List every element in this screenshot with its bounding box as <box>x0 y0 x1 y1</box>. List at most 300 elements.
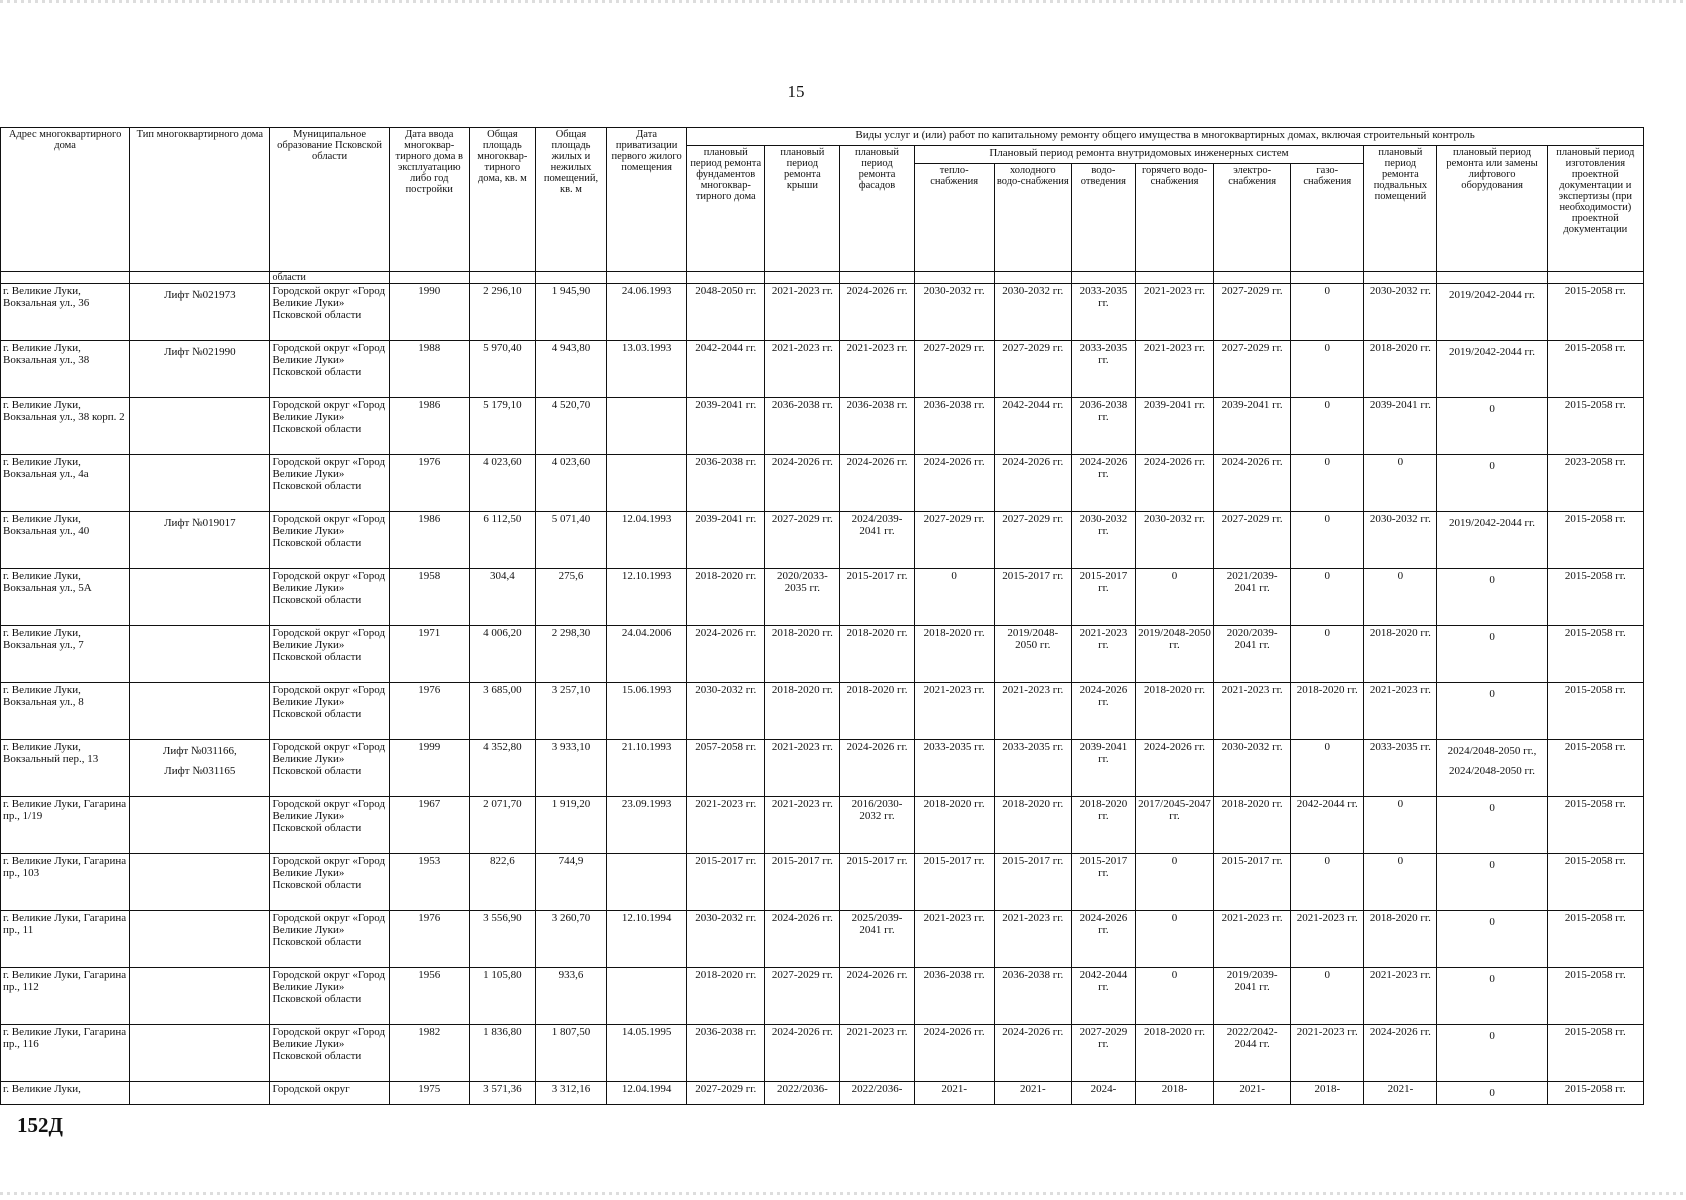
cell-gas: 0 <box>1291 455 1364 512</box>
cell-hot-water: 0 <box>1135 854 1213 911</box>
page-number: 15 <box>787 82 805 101</box>
cell-hot-water: 0 <box>1135 968 1213 1025</box>
cell-year: 1986 <box>389 512 469 569</box>
cell-privatization <box>607 968 687 1025</box>
cell-gas: 0 <box>1291 341 1364 398</box>
cell-roof: 2036-2038 гг. <box>765 398 840 455</box>
cell-facade: 2024-2026 гг. <box>840 455 914 512</box>
cell-municipality: Городской округ «Город Великие Луки» Псковской области <box>270 1025 389 1082</box>
cell-hot-water: 2018-2020 гг. <box>1135 683 1213 740</box>
elevator-period: 2024/2048-2050 гг., <box>1447 745 1537 757</box>
cell-cold-water: 2015-2017 гг. <box>994 854 1071 911</box>
cell-lift <box>130 911 270 968</box>
header-gas: газо-снабжения <box>1291 164 1364 272</box>
cell-address: г. Великие Луки, <box>1 1082 130 1105</box>
cell-hot-water: 2021-2023 гг. <box>1135 341 1213 398</box>
cell-basement: 2018-2020 гг. <box>1364 911 1437 968</box>
cell-foundation: 2018-2020 гг. <box>687 968 765 1025</box>
cell-lift <box>130 1082 270 1105</box>
cell-facade: 2018-2020 гг. <box>840 626 914 683</box>
lift-number: Лифт №021990 <box>164 346 236 358</box>
cell-year: 1982 <box>389 1025 469 1082</box>
cell-living-area: 4 520,70 <box>535 398 606 455</box>
cell-basement: 2039-2041 гг. <box>1364 398 1437 455</box>
cell-roof: 2021-2023 гг. <box>765 284 840 341</box>
cell-cold-water: 2021-2023 гг. <box>994 683 1071 740</box>
cell-address: г. Великие Луки, Вокзальная ул., 40 <box>1 512 130 569</box>
elevator-period: 0 <box>1489 1087 1495 1099</box>
cell-gas: 2018-2020 гг. <box>1291 683 1364 740</box>
cell-roof: 2021-2023 гг. <box>765 740 840 797</box>
cell-address: г. Великие Луки, Гагарина пр., 1/19 <box>1 797 130 854</box>
cell-sewer: 2030-2032 гг. <box>1071 512 1135 569</box>
cell-basement: 2021-2023 гг. <box>1364 683 1437 740</box>
elevator-period: 0 <box>1489 574 1495 586</box>
cell-basement: 2021-2023 гг. <box>1364 968 1437 1025</box>
cell-lift <box>130 626 270 683</box>
cell-elevator <box>1437 626 1547 683</box>
cell-address: г. Великие Луки, Вокзальная ул., 4а <box>1 455 130 512</box>
cell-living-area: 4 943,80 <box>535 341 606 398</box>
cell-sewer: 2042-2044 гг. <box>1071 968 1135 1025</box>
cell-roof: 2027-2029 гг. <box>765 968 840 1025</box>
elevator-period: 2019/2042-2044 гг. <box>1449 517 1536 529</box>
cell-electric: 2030-2032 гг. <box>1214 740 1291 797</box>
continuation-row <box>1 272 1644 284</box>
cell-elevator <box>1437 968 1547 1025</box>
cell-elevator <box>1437 854 1547 911</box>
cell-living-area: 2 298,30 <box>535 626 606 683</box>
elevator-period: 0 <box>1489 802 1495 814</box>
cell-gas: 0 <box>1291 626 1364 683</box>
cell-sewer: 2015-2017 гг. <box>1071 854 1135 911</box>
cell-total-area: 3 556,90 <box>469 911 535 968</box>
cell-privatization <box>607 398 687 455</box>
cell-foundation: 2039-2041 гг. <box>687 512 765 569</box>
cell-year: 1999 <box>389 740 469 797</box>
elevator-period: 0 <box>1489 403 1495 415</box>
cell-gas: 0 <box>1291 854 1364 911</box>
header-total-area: Общая площадь многоквар-тирного дома, кв. м <box>469 128 535 272</box>
cell-cold-water: 2019/2048-2050 гг. <box>994 626 1071 683</box>
table-row <box>1 398 1644 455</box>
cell-privatization <box>607 854 687 911</box>
cell-heat: 2018-2020 гг. <box>914 797 994 854</box>
cell-hot-water: 2019/2048-2050 гг. <box>1135 626 1213 683</box>
cell-gas: 0 <box>1291 398 1364 455</box>
cell-living-area: 3 257,10 <box>535 683 606 740</box>
cell-roof: 2022/2036- <box>765 1082 840 1105</box>
cell-gas: 0 <box>1291 968 1364 1025</box>
cell-privatization: 15.06.1993 <box>607 683 687 740</box>
table-row <box>1 512 1644 569</box>
cell-basement: 0 <box>1364 569 1437 626</box>
cell-hot-water: 2039-2041 гг. <box>1135 398 1213 455</box>
elevator-period: 2024/2048-2050 гг. <box>1449 765 1536 777</box>
cell-year: 1971 <box>389 626 469 683</box>
cell-elevator <box>1437 341 1547 398</box>
cell-basement: 2018-2020 гг. <box>1364 341 1437 398</box>
cell-electric: 2021-2023 гг. <box>1214 683 1291 740</box>
cell-address: г. Великие Луки, Вокзальная ул., 7 <box>1 626 130 683</box>
cell-municipality: Городской округ «Город Великие Луки» Псковской области <box>270 341 389 398</box>
header-foundation: плановый период ремонта фундаментов многоквар-тирного дома <box>687 146 765 272</box>
cell-municipality: Городской округ «Город Великие Луки» Псковской области <box>270 740 389 797</box>
cell-living-area: 275,6 <box>535 569 606 626</box>
cell-heat: 2021- <box>914 1082 994 1105</box>
cell-privatization <box>607 455 687 512</box>
cell-address: г. Великие Луки, Вокзальная ул., 38 <box>1 341 130 398</box>
cell-facade: 2024/2039-2041 гг. <box>840 512 914 569</box>
cell-basement: 2018-2020 гг. <box>1364 626 1437 683</box>
cell-basement: 2030-2032 гг. <box>1364 284 1437 341</box>
header-works-group: Виды услуг и (или) работ по капитальному ремонту общего имущества в многоквартирных домах, включая строительный контроль <box>687 128 1644 146</box>
header-heat: тепло-снабжения <box>914 164 994 272</box>
cell-heat: 2024-2026 гг. <box>914 1025 994 1082</box>
header-systems-group: Плановый период ремонта внутридомовых инженерных систем <box>914 146 1364 164</box>
cell-total-area: 6 112,50 <box>469 512 535 569</box>
cell-roof: 2015-2017 гг. <box>765 854 840 911</box>
cell-hot-water: 0 <box>1135 569 1213 626</box>
cell-year: 1976 <box>389 455 469 512</box>
cell-foundation: 2036-2038 гг. <box>687 1025 765 1082</box>
cell-foundation: 2048-2050 гг. <box>687 284 765 341</box>
cell-municipality: Городской округ «Город Великие Луки» Псковской области <box>270 683 389 740</box>
table-row <box>1 854 1644 911</box>
cell-year: 1956 <box>389 968 469 1025</box>
cell-privatization: 12.04.1993 <box>607 512 687 569</box>
cell-sewer: 2015-2017 гг. <box>1071 569 1135 626</box>
header-privatization-date: Дата приватизации первого жилого помещения <box>607 128 687 272</box>
cell-hot-water: 2024-2026 гг. <box>1135 740 1213 797</box>
cell-design-docs: 2015-2058 гг. <box>1547 1025 1643 1082</box>
cell-roof: 2018-2020 гг. <box>765 626 840 683</box>
cell-address: г. Великие Луки, Гагарина пр., 116 <box>1 1025 130 1082</box>
header-cold-water: холодного водо-снабжения <box>994 164 1071 272</box>
cell-heat: 2018-2020 гг. <box>914 626 994 683</box>
header-electric: электро-снабжения <box>1214 164 1291 272</box>
cell-gas: 0 <box>1291 740 1364 797</box>
cell-lift <box>130 797 270 854</box>
cell-municipality: Городской округ «Город Великие Луки» Псковской области <box>270 911 389 968</box>
cell-heat: 2015-2017 гг. <box>914 854 994 911</box>
cell-heat: 2024-2026 гг. <box>914 455 994 512</box>
cell-design-docs: 2015-2058 гг. <box>1547 740 1643 797</box>
cell-cold-water: 2021-2023 гг. <box>994 911 1071 968</box>
cell-lift <box>130 341 270 398</box>
cell-foundation: 2021-2023 гг. <box>687 797 765 854</box>
continuation-text: области <box>270 272 389 284</box>
header-living-area: Общая площадь жилых и нежилых помещений, кв. м <box>535 128 606 272</box>
cell-lift <box>130 455 270 512</box>
cell-address: г. Великие Луки, Вокзальная ул., 38 корп. 2 <box>1 398 130 455</box>
cell-total-area: 822,6 <box>469 854 535 911</box>
cell-facade: 2021-2023 гг. <box>840 341 914 398</box>
cell-year: 1988 <box>389 341 469 398</box>
cell-gas: 0 <box>1291 512 1364 569</box>
cell-hot-water: 0 <box>1135 911 1213 968</box>
cell-address: г. Великие Луки, Гагарина пр., 103 <box>1 854 130 911</box>
cell-privatization: 12.10.1994 <box>607 911 687 968</box>
cell-facade: 2024-2026 гг. <box>840 284 914 341</box>
cell-privatization: 13.03.1993 <box>607 341 687 398</box>
cell-municipality: Городской округ «Город Великие Луки» Псковской области <box>270 626 389 683</box>
cell-elevator <box>1437 398 1547 455</box>
cell-cold-water: 2033-2035 гг. <box>994 740 1071 797</box>
cell-foundation: 2036-2038 гг. <box>687 455 765 512</box>
elevator-period: 0 <box>1489 688 1495 700</box>
table-row <box>1 341 1644 398</box>
cell-hot-water: 2021-2023 гг. <box>1135 284 1213 341</box>
cell-foundation: 2024-2026 гг. <box>687 626 765 683</box>
table-row <box>1 1025 1644 1082</box>
cell-roof: 2021-2023 гг. <box>765 797 840 854</box>
lift-number: Лифт №031166, <box>162 745 237 757</box>
cell-design-docs: 2015-2058 гг. <box>1547 569 1643 626</box>
cell-total-area: 4 006,20 <box>469 626 535 683</box>
cell-basement: 2033-2035 гг. <box>1364 740 1437 797</box>
cell-facade: 2025/2039-2041 гг. <box>840 911 914 968</box>
cell-electric: 2027-2029 гг. <box>1214 284 1291 341</box>
cell-roof: 2024-2026 гг. <box>765 911 840 968</box>
cell-cold-water: 2027-2029 гг. <box>994 512 1071 569</box>
cell-elevator <box>1437 740 1547 797</box>
cell-foundation: 2015-2017 гг. <box>687 854 765 911</box>
cell-foundation: 2057-2058 гг. <box>687 740 765 797</box>
cell-design-docs: 2015-2058 гг. <box>1547 284 1643 341</box>
cell-cold-water: 2036-2038 гг. <box>994 968 1071 1025</box>
cell-elevator <box>1437 512 1547 569</box>
cell-year: 1986 <box>389 398 469 455</box>
cell-lift <box>130 398 270 455</box>
cell-cold-water: 2030-2032 гг. <box>994 284 1071 341</box>
cell-total-area: 2 071,70 <box>469 797 535 854</box>
cell-year: 1990 <box>389 284 469 341</box>
cell-elevator <box>1437 797 1547 854</box>
cell-sewer: 2033-2035 гг. <box>1071 341 1135 398</box>
cell-sewer: 2024-2026 гг. <box>1071 911 1135 968</box>
cell-facade: 2024-2026 гг. <box>840 740 914 797</box>
cell-privatization: 12.04.1994 <box>607 1082 687 1105</box>
cell-gas: 2021-2023 гг. <box>1291 911 1364 968</box>
cell-design-docs: 2015-2058 гг. <box>1547 968 1643 1025</box>
header-basement: плановый период ремонта подвальных помещений <box>1364 146 1437 272</box>
cell-total-area: 3 685,00 <box>469 683 535 740</box>
cell-sewer: 2021-2023 гг. <box>1071 626 1135 683</box>
cell-design-docs: 2015-2058 гг. <box>1547 341 1643 398</box>
cell-municipality: Городской округ «Город Великие Луки» Псковской области <box>270 284 389 341</box>
cell-roof: 2024-2026 гг. <box>765 455 840 512</box>
cell-design-docs: 2023-2058 гг. <box>1547 455 1643 512</box>
elevator-period: 0 <box>1489 973 1495 985</box>
cell-total-area: 304,4 <box>469 569 535 626</box>
cell-sewer: 2018-2020 гг. <box>1071 797 1135 854</box>
cell-cold-water: 2024-2026 гг. <box>994 455 1071 512</box>
cell-roof: 2024-2026 гг. <box>765 1025 840 1082</box>
cell-design-docs: 2015-2058 гг. <box>1547 512 1643 569</box>
cell-address: г. Великие Луки, Вокзальная ул., 8 <box>1 683 130 740</box>
cell-lift <box>130 683 270 740</box>
cell-elevator <box>1437 683 1547 740</box>
cell-facade: 2022/2036- <box>840 1082 914 1105</box>
cell-elevator <box>1437 284 1547 341</box>
cell-lift <box>130 740 270 797</box>
cell-design-docs: 2015-2058 гг. <box>1547 854 1643 911</box>
table-row <box>1 455 1644 512</box>
cell-facade: 2036-2038 гг. <box>840 398 914 455</box>
cell-total-area: 5 970,40 <box>469 341 535 398</box>
cell-total-area: 3 571,36 <box>469 1082 535 1105</box>
cell-roof: 2021-2023 гг. <box>765 341 840 398</box>
cell-hot-water: 2017/2045-2047 гг. <box>1135 797 1213 854</box>
cell-address: г. Великие Луки, Гагарина пр., 11 <box>1 911 130 968</box>
cell-facade: 2015-2017 гг. <box>840 569 914 626</box>
elevator-period: 0 <box>1489 916 1495 928</box>
cell-total-area: 5 179,10 <box>469 398 535 455</box>
cell-living-area: 933,6 <box>535 968 606 1025</box>
cell-living-area: 744,9 <box>535 854 606 911</box>
header-sewer: водо-отведения <box>1071 164 1135 272</box>
cell-basement: 2030-2032 гг. <box>1364 512 1437 569</box>
cell-sewer: 2039-2041 гг. <box>1071 740 1135 797</box>
cell-elevator <box>1437 1025 1547 1082</box>
cell-year: 1958 <box>389 569 469 626</box>
cell-address: г. Великие Луки, Вокзальный пер., 13 <box>1 740 130 797</box>
header-commission-date: Дата ввода многоквар-тирного дома в эксплуатацию либо год постройки <box>389 128 469 272</box>
cell-cold-water: 2018-2020 гг. <box>994 797 1071 854</box>
cell-sewer: 2024-2026 гг. <box>1071 455 1135 512</box>
cell-heat: 2021-2023 гг. <box>914 683 994 740</box>
cell-living-area: 3 260,70 <box>535 911 606 968</box>
scan-edge-bottom <box>0 1192 1686 1195</box>
cell-elevator <box>1437 569 1547 626</box>
header-facade: плановый период ремонта фасадов <box>840 146 914 272</box>
cell-heat: 2036-2038 гг. <box>914 398 994 455</box>
cell-heat: 2027-2029 гг. <box>914 341 994 398</box>
cell-total-area: 2 296,10 <box>469 284 535 341</box>
header-design-docs: плановый период изготовления проектной документации и экспертизы (при необходимости) проектной документации <box>1547 146 1643 272</box>
cell-electric: 2027-2029 гг. <box>1214 512 1291 569</box>
cell-hot-water: 2024-2026 гг. <box>1135 455 1213 512</box>
cell-lift <box>130 569 270 626</box>
cell-basement: 2021- <box>1364 1082 1437 1105</box>
cell-year: 1953 <box>389 854 469 911</box>
cell-electric: 2019/2039-2041 гг. <box>1214 968 1291 1025</box>
cell-electric: 2022/2042-2044 гг. <box>1214 1025 1291 1082</box>
cell-design-docs: 2015-2058 гг. <box>1547 683 1643 740</box>
elevator-period: 0 <box>1489 859 1495 871</box>
header-hot-water: горячего водо-снабжения <box>1135 164 1213 272</box>
table-row <box>1 740 1644 797</box>
cell-basement: 0 <box>1364 854 1437 911</box>
cell-address: г. Великие Луки, Вокзальная ул., 36 <box>1 284 130 341</box>
elevator-period: 0 <box>1489 631 1495 643</box>
elevator-period: 2019/2042-2044 гг. <box>1449 346 1536 358</box>
cell-privatization: 14.05.1995 <box>607 1025 687 1082</box>
cell-hot-water: 2018-2020 гг. <box>1135 1025 1213 1082</box>
table-row <box>1 626 1644 683</box>
cell-electric: 2020/2039-2041 гг. <box>1214 626 1291 683</box>
cell-living-area: 4 023,60 <box>535 455 606 512</box>
lift-number: Лифт №031165 <box>164 765 236 777</box>
cell-facade: 2016/2030-2032 гг. <box>840 797 914 854</box>
cell-facade: 2021-2023 гг. <box>840 1025 914 1082</box>
cell-municipality: Городской округ <box>270 1082 389 1105</box>
table-row <box>1 797 1644 854</box>
cell-cold-water: 2015-2017 гг. <box>994 569 1071 626</box>
cell-electric: 2027-2029 гг. <box>1214 341 1291 398</box>
cell-municipality: Городской округ «Город Великие Луки» Псковской области <box>270 797 389 854</box>
cell-sewer: 2027-2029 гг. <box>1071 1025 1135 1082</box>
elevator-period: 0 <box>1489 460 1495 472</box>
cell-cold-water: 2021- <box>994 1082 1071 1105</box>
cell-gas: 0 <box>1291 569 1364 626</box>
cell-cold-water: 2042-2044 гг. <box>994 398 1071 455</box>
cell-municipality: Городской округ «Город Великие Луки» Псковской области <box>270 854 389 911</box>
table-row <box>1 569 1644 626</box>
header-building-type: Тип многоквартирного дома <box>130 128 270 272</box>
cell-heat: 2021-2023 гг. <box>914 911 994 968</box>
cell-elevator <box>1437 911 1547 968</box>
cell-address: г. Великие Луки, Гагарина пр., 112 <box>1 968 130 1025</box>
cell-privatization: 24.06.1993 <box>607 284 687 341</box>
cell-electric: 2021- <box>1214 1082 1291 1105</box>
cell-roof: 2020/2033-2035 гг. <box>765 569 840 626</box>
cell-elevator <box>1437 455 1547 512</box>
cell-elevator <box>1437 1082 1547 1105</box>
cell-cold-water: 2024-2026 гг. <box>994 1025 1071 1082</box>
cell-heat: 0 <box>914 569 994 626</box>
cell-living-area: 1 945,90 <box>535 284 606 341</box>
cell-hot-water: 2030-2032 гг. <box>1135 512 1213 569</box>
cell-living-area: 3 312,16 <box>535 1082 606 1105</box>
cell-basement: 2024-2026 гг. <box>1364 1025 1437 1082</box>
cell-heat: 2030-2032 гг. <box>914 284 994 341</box>
cell-municipality: Городской округ «Город Великие Луки» Псковской области <box>270 512 389 569</box>
cell-lift <box>130 284 270 341</box>
cell-heat: 2033-2035 гг. <box>914 740 994 797</box>
cell-privatization: 21.10.1993 <box>607 740 687 797</box>
cell-foundation: 2039-2041 гг. <box>687 398 765 455</box>
elevator-period: 0 <box>1489 1030 1495 1042</box>
table-row <box>1 911 1644 968</box>
cell-electric: 2018-2020 гг. <box>1214 797 1291 854</box>
cell-gas: 2021-2023 гг. <box>1291 1025 1364 1082</box>
cell-basement: 0 <box>1364 455 1437 512</box>
cell-foundation: 2027-2029 гг. <box>687 1082 765 1105</box>
table-row <box>1 1082 1644 1105</box>
cell-municipality: Городской округ «Город Великие Луки» Псковской области <box>270 398 389 455</box>
cell-total-area: 4 023,60 <box>469 455 535 512</box>
scan-edge-top <box>0 0 1686 3</box>
cell-heat: 2027-2029 гг. <box>914 512 994 569</box>
header-elevator: плановый период ремонта или замены лифтового оборудования <box>1437 146 1547 272</box>
cell-gas: 0 <box>1291 284 1364 341</box>
cell-lift <box>130 1025 270 1082</box>
table-row <box>1 284 1644 341</box>
cell-foundation: 2030-2032 гг. <box>687 911 765 968</box>
cell-sewer: 2033-2035 гг. <box>1071 284 1135 341</box>
cell-electric: 2039-2041 гг. <box>1214 398 1291 455</box>
cell-privatization: 23.09.1993 <box>607 797 687 854</box>
cell-electric: 2021/2039-2041 гг. <box>1214 569 1291 626</box>
header-municipality: Муниципальное образование Псковской области <box>270 128 389 272</box>
cell-gas: 2018- <box>1291 1082 1364 1105</box>
cell-year: 1975 <box>389 1082 469 1105</box>
cell-living-area: 1 919,20 <box>535 797 606 854</box>
cell-foundation: 2018-2020 гг. <box>687 569 765 626</box>
cell-design-docs: 2015-2058 гг. <box>1547 911 1643 968</box>
